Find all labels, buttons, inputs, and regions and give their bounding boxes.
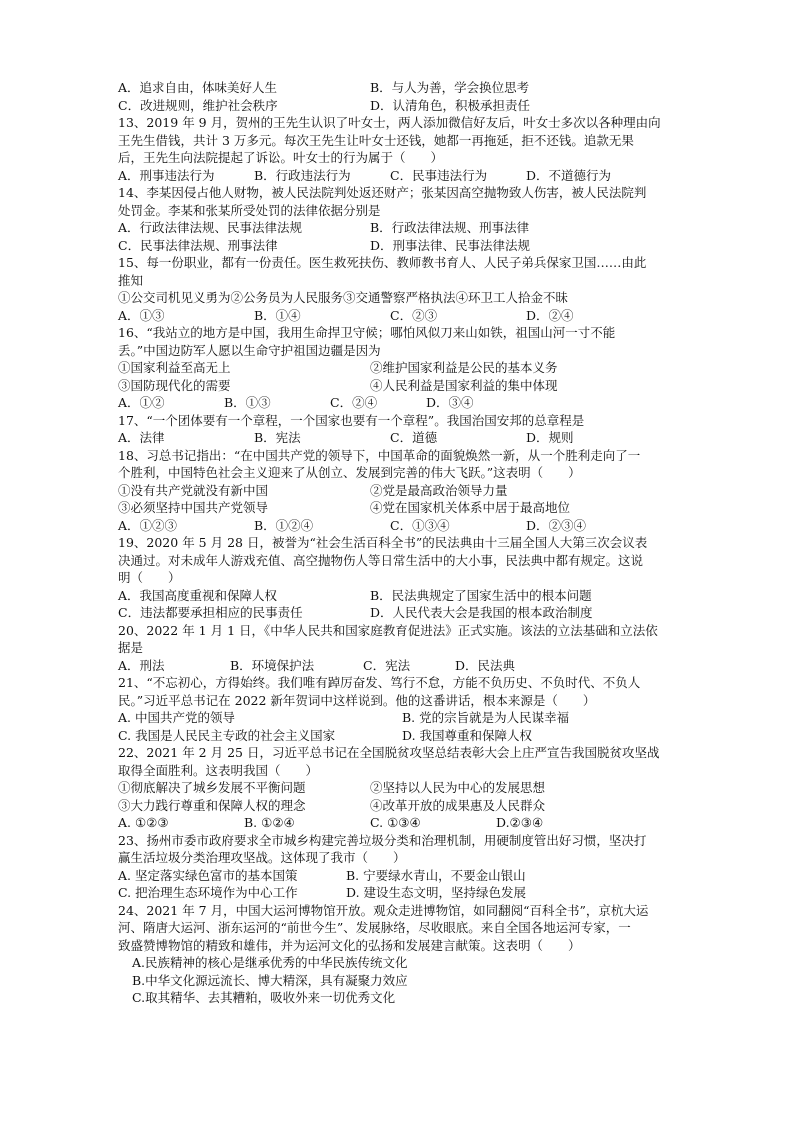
q13-option-d: D．不道德行为 bbox=[526, 167, 612, 183]
q21-option-b: B. 党的宗旨就是为人民谋幸福 bbox=[402, 710, 570, 725]
q22-items-row-2 bbox=[118, 797, 690, 815]
q14-stem-1: 14、李某因侵占他人财物，被人民法院判处返还财产；张某因高空抛物致人伤害，被人民法院判 bbox=[118, 185, 647, 200]
q16-item-2: ②维护国家利益是公民的基本义务 bbox=[370, 360, 558, 375]
q21-option-d: D. 我国尊重和保障人权 bbox=[402, 727, 533, 743]
exam-page bbox=[118, 79, 690, 1007]
q24-option-b: B.中华文化源远流长、博大精深，具有凝聚力效应 bbox=[132, 972, 408, 988]
q14-option-b: B．行政法律法规、刑事法律 bbox=[370, 220, 530, 235]
q24-option-c: C.取其精华、去其糟粕，吸收外来一切优秀文化 bbox=[132, 990, 396, 1005]
q13-stem-2: 王先生借钱，共计 3 万多元。每次王先生让叶女士还钱，她都一再拖延，拒不还钱。追款无果 bbox=[118, 132, 634, 148]
q22-item-2: ②坚持以人民为中心的发展思想 bbox=[370, 780, 546, 795]
q19-option-d: D．人民代表大会是我国的根本政治制度 bbox=[370, 605, 593, 620]
q21-stem-1: 21、“不忘初心，方得始终。我们唯有踔厉奋发、笃行不怠，方能不负历史、不负时代、不负人 bbox=[118, 675, 641, 690]
q15-option-d: D．②④ bbox=[526, 307, 574, 323]
q19-options-row-2 bbox=[118, 604, 690, 622]
q17-option-a: A．法律 bbox=[118, 430, 165, 445]
q12-option-d: D．认清角色，积极承担责任 bbox=[370, 97, 531, 113]
q24-stem-3: 致盛赞博物馆的精致和雄伟，并为运河文化的弘扬和发展建言献策。这表明（ ） bbox=[118, 937, 581, 953]
q12-option-b: B．与人为善，学会换位思考 bbox=[370, 80, 530, 95]
q15-options bbox=[118, 307, 690, 325]
q16-option-d: D．③④ bbox=[426, 395, 474, 410]
q14-option-d: D．刑事法律、民事法律法规 bbox=[370, 237, 531, 253]
q14-option-c: C．民事法律法规、刑事法律 bbox=[118, 237, 278, 253]
q19-option-c: C．违法都要承担相应的民事责任 bbox=[118, 605, 303, 620]
q17-stem: 17、“一个团体要有一个章程，一个国家也要有一个章程”。我国治国安邦的总章程是 bbox=[118, 412, 585, 428]
q18-option-d: D．②③④ bbox=[526, 517, 587, 533]
q22-option-c: C. ①③④ bbox=[370, 815, 421, 830]
q12-options-row-2 bbox=[118, 97, 690, 115]
q20-option-d: D．民法典 bbox=[455, 657, 516, 673]
q18-stem-1: 18、习总书记指出：“在中国共产党的领导下，中国革命的面貌焕然一新，从一个胜利走向了一 bbox=[118, 447, 641, 463]
q13-stem-1: 13、2019 年 9 月，贺州的王先生认识了叶女士，两人添加微信好友后，叶女士多次以各种理由向 bbox=[118, 115, 661, 130]
q12-option-c: C．改进规则，维护社会秩序 bbox=[118, 97, 278, 113]
q15-option-a: A．①③ bbox=[118, 307, 165, 323]
q13-option-c: C．民事违法行为 bbox=[390, 167, 488, 183]
q22-item-4: ④改革开放的成果惠及人民群众 bbox=[370, 797, 546, 813]
q17-options bbox=[118, 429, 690, 447]
q19-options-row-1 bbox=[118, 587, 690, 605]
q22-stem-2: 取得全面胜利。这表明我国（ ） bbox=[118, 762, 319, 778]
q22-items-row-1 bbox=[118, 779, 690, 797]
q14-options-row-1 bbox=[118, 219, 690, 237]
q23-stem-2: 赢生活垃圾分类治理攻坚战。这体现了我市（ ） bbox=[118, 850, 406, 865]
q20-stem-1: 20、2022 年 1 月 1 日，《中华人民共和国家庭教育促进法》正式实施。该法的立法基础和立法依 bbox=[118, 622, 658, 638]
q22-option-b: B. ①②④ bbox=[244, 815, 295, 830]
q18-item-2: ②党是最高政治领导力量 bbox=[370, 482, 508, 498]
q24-stem-2: 河、隋唐大运河、浙东运河的“前世今生”、发展脉络，尽收眼底。来自全国各地运河专家，一 bbox=[118, 920, 631, 935]
q23-option-b: B. 宁要绿水青山，不要金山银山 bbox=[346, 867, 526, 883]
q16-item-1: ①国家利益至高无上 bbox=[118, 360, 231, 375]
q17-option-d: D．规则 bbox=[526, 430, 574, 445]
q23-option-c: C. 把治理生态环境作为中心工作 bbox=[118, 885, 298, 900]
q18-options bbox=[118, 517, 690, 535]
q16-item-4: ④人民利益是国家利益的集中体现 bbox=[370, 377, 558, 393]
q21-option-c: C. 我国是人民民主专政的社会主义国家 bbox=[118, 727, 336, 743]
q16-options bbox=[118, 394, 690, 412]
q14-option-a: A．行政法律法规、民事法律法规 bbox=[118, 220, 303, 235]
q16-option-a: A．①② bbox=[118, 395, 165, 410]
q16-option-b: B．①③ bbox=[224, 395, 271, 410]
q19-option-b: B．民法典规定了国家生活中的根本问题 bbox=[370, 587, 592, 603]
q16-stem-2: 丢。”中国边防军人愿以生命守护祖国边疆是因为 bbox=[118, 342, 381, 358]
q18-option-b: B．①②④ bbox=[254, 517, 314, 533]
q15-stem-1: 15、每一份职业，都有一份责任。医生救死扶伤、教师教书育人、人民子弟兵保家卫国……由此 bbox=[118, 255, 647, 270]
q20-stem-2: 据是 bbox=[118, 640, 144, 655]
q16-option-c: C．②④ bbox=[330, 395, 378, 410]
q22-options bbox=[118, 814, 690, 832]
q17-option-b: B．宪法 bbox=[254, 430, 301, 445]
q22-item-3: ③大力践行尊重和保障人权的理念 bbox=[118, 797, 306, 813]
q14-options-row-2 bbox=[118, 237, 690, 255]
q15-option-b: B．①④ bbox=[254, 307, 301, 323]
q13-option-a: A．刑事违法行为 bbox=[118, 167, 215, 183]
q19-option-a: A．我国高度重视和保障人权 bbox=[118, 587, 278, 603]
q18-item-4: ④党在国家机关体系中居于最高地位 bbox=[370, 500, 571, 515]
q12-options-row-1 bbox=[118, 79, 690, 97]
q17-option-c: C．道德 bbox=[390, 430, 438, 445]
q19-stem-1: 19、2020 年 5 月 28 日，被誉为“社会生活百科全书”的民法典由十三届全国人大第三次会议表 bbox=[118, 535, 648, 550]
q21-options-row-1 bbox=[118, 709, 690, 727]
q24-option-a: A.民族精神的核心是继承优秀的中华民族传统文化 bbox=[132, 955, 408, 970]
q15-stem-2: 推知 bbox=[118, 272, 144, 288]
q23-option-d: D. 建设生态文明，坚持绿色发展 bbox=[346, 885, 527, 900]
q22-item-1: ①彻底解决了城乡发展不平衡问题 bbox=[118, 780, 306, 795]
q24-stem-1: 24、2021 年 7 月，中国大运河博物馆开放。观众走进博物馆，如同翻阅“百科全书”，京杭大运 bbox=[118, 902, 649, 918]
q12-option-a: A．追求自由，体味美好人生 bbox=[118, 80, 278, 95]
q20-option-b: B．环境保护法 bbox=[230, 657, 315, 673]
q19-stem-3: 明（ ） bbox=[118, 570, 181, 585]
q23-stem-1: 23、扬州市委市政府要求全市城乡构建完善垃圾分类和治理机制，用硬制度管出好习惯，坚决打 bbox=[118, 832, 647, 848]
q21-option-a: A. 中国共产党的领导 bbox=[118, 710, 235, 725]
q20-option-a: A．刑法 bbox=[118, 657, 165, 673]
q18-option-a: A．①②③ bbox=[118, 517, 178, 533]
q18-option-c: C．①③④ bbox=[390, 517, 450, 533]
q16-items-row-1 bbox=[118, 359, 690, 377]
q15-items: ①公交司机见义勇为②公务员为人民服务③交通警察严格执法④环卫工人拾金不昧 bbox=[118, 290, 569, 305]
q18-items-row-1 bbox=[118, 482, 690, 500]
q16-item-3: ③国防现代化的需要 bbox=[118, 377, 231, 393]
q13-option-b: B．行政违法行为 bbox=[254, 167, 351, 183]
q16-items-row-2 bbox=[118, 377, 690, 395]
q18-items-row-2 bbox=[118, 499, 690, 517]
q14-stem-2: 处罚金。李某和张某所受处罚的法律依据分别是 bbox=[118, 202, 381, 218]
q23-options-row-1 bbox=[118, 867, 690, 885]
q18-item-1: ①没有共产党就没有新中国 bbox=[118, 482, 269, 498]
q21-stem-2: 民。”习近平总书记在 2022 新年贺词中这样说到。他的这番讲话，根本来源是（ ） bbox=[118, 692, 596, 708]
q20-options bbox=[118, 657, 690, 675]
q13-stem-3: 后，王先生向法院提起了诉讼。叶女士的行为属于（ ） bbox=[118, 150, 444, 165]
q22-option-d: D.②③④ bbox=[496, 815, 544, 830]
q18-stem-2: 个胜利，中国特色社会主义迎来了从创立、发展到完善的伟大飞跃。”这表明（ ） bbox=[118, 465, 581, 480]
q18-item-3: ③必须坚持中国共产党领导 bbox=[118, 500, 269, 515]
q13-options bbox=[118, 167, 690, 185]
q22-stem-1: 22、2021 年 2 月 25 日，习近平总书记在全国脱贫攻坚总结表彰大会上庄严宣告我国脱贫攻坚战 bbox=[118, 745, 660, 760]
q23-option-a: A. 坚定落实绿色富市的基本国策 bbox=[118, 867, 298, 883]
q20-option-c: C．宪法 bbox=[363, 657, 411, 673]
q16-stem-1: 16、“我站立的地方是中国，我用生命捍卫守候；哪怕风似刀来山如铁，祖国山河一寸不能 bbox=[118, 325, 616, 340]
q19-stem-2: 决通过。对未成年人游戏充值、高空抛物伤人等日常生活中的大小事，民法典中都有规定。这说 bbox=[118, 552, 644, 568]
q23-options-row-2 bbox=[118, 884, 690, 902]
q21-options-row-2 bbox=[118, 727, 690, 745]
q22-option-a: A. ①②③ bbox=[118, 815, 169, 830]
q15-option-c: C．②③ bbox=[390, 307, 438, 323]
